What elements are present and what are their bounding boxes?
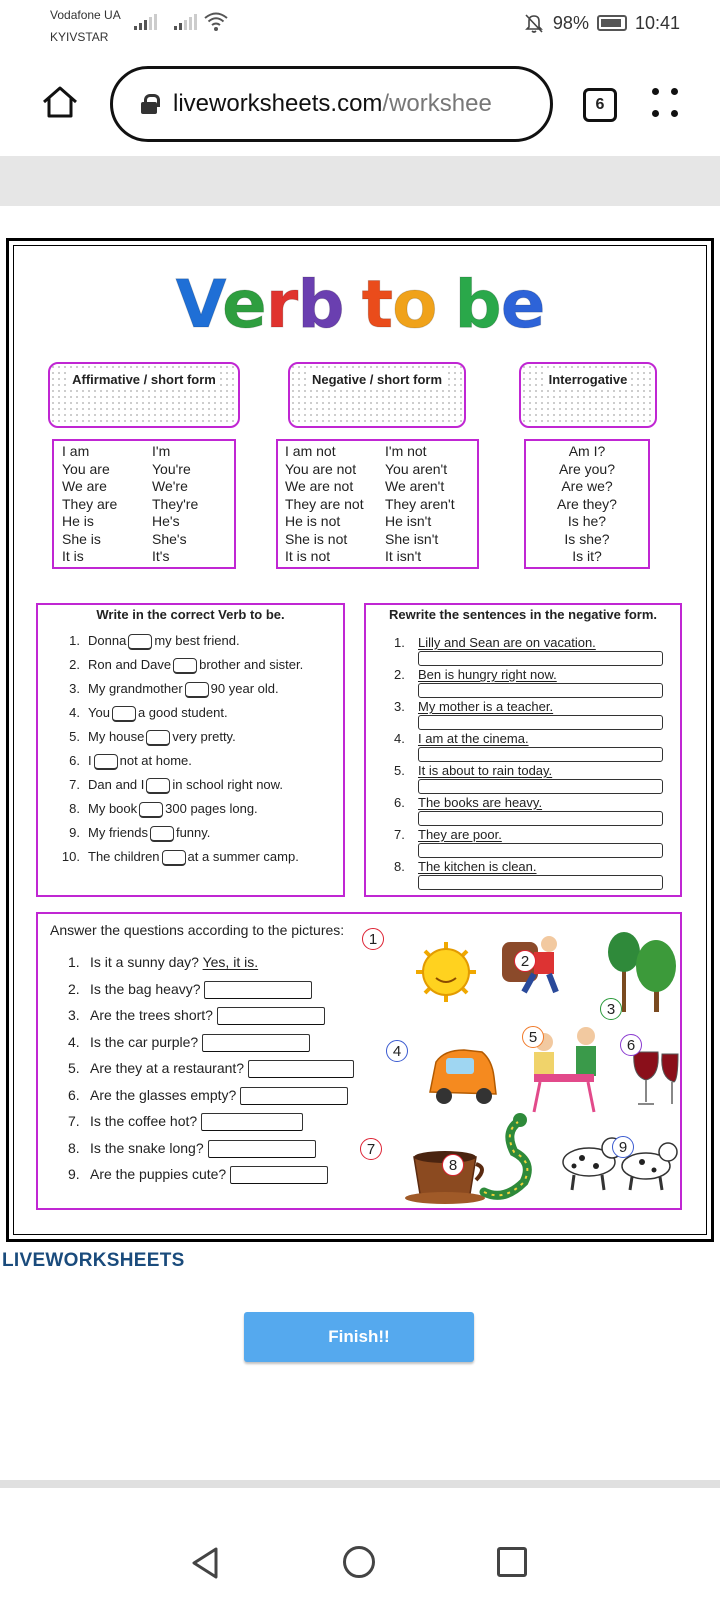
item-number: 5. bbox=[69, 729, 80, 744]
exercise-2-item bbox=[394, 699, 553, 714]
wine-glasses-picture bbox=[634, 1052, 678, 1104]
form-item: I'm not bbox=[385, 443, 427, 459]
affirmative-long-list bbox=[62, 443, 117, 566]
picture-answer-input[interactable] bbox=[202, 1034, 310, 1052]
rewrite-answer-input[interactable] bbox=[418, 715, 663, 730]
form-item: He isn't bbox=[385, 513, 432, 529]
interrogative-header: Interrogative bbox=[519, 362, 657, 428]
form-item: I am bbox=[62, 443, 90, 459]
exercise-1-item bbox=[58, 753, 192, 770]
item-number: 5. bbox=[394, 763, 405, 778]
title-letter: b bbox=[454, 266, 501, 343]
picture-number: 5 bbox=[522, 1026, 544, 1048]
answer-blank[interactable] bbox=[162, 850, 186, 866]
form-item: We are not bbox=[285, 478, 354, 494]
carrier-name-2: KYIVSTAR bbox=[50, 30, 109, 44]
exercise-1-item bbox=[58, 777, 283, 794]
sentence-start: Dan and I bbox=[88, 777, 145, 792]
answer-blank[interactable] bbox=[112, 706, 136, 722]
exercise-2-item bbox=[394, 731, 529, 746]
item-number: 3. bbox=[69, 681, 80, 696]
recent-apps-icon[interactable] bbox=[497, 1547, 527, 1577]
exercise-3-item bbox=[68, 1113, 303, 1131]
answer-blank[interactable] bbox=[173, 658, 197, 674]
battery-percent: 98% bbox=[552, 12, 589, 33]
form-item: They are bbox=[62, 495, 118, 512]
snake-picture bbox=[484, 1113, 527, 1195]
back-icon[interactable] bbox=[190, 1546, 220, 1580]
form-item: It is not bbox=[285, 548, 331, 564]
title-letter: V bbox=[175, 266, 222, 343]
picture-number: 1 bbox=[362, 928, 384, 950]
affirmative-forms bbox=[52, 439, 236, 569]
question: Is the snake long? bbox=[90, 1139, 204, 1156]
sentence-end: 300 pages long. bbox=[165, 801, 258, 816]
picture-number: 2 bbox=[514, 950, 536, 972]
item-number: 6. bbox=[68, 1086, 80, 1103]
question: Is the bag heavy? bbox=[90, 980, 201, 997]
exercise-3-item bbox=[68, 1060, 354, 1078]
picture-number: 8 bbox=[442, 1154, 464, 1176]
form-item: Is he? bbox=[567, 513, 607, 529]
picture-number: 6 bbox=[620, 1034, 642, 1056]
nav-home-icon[interactable] bbox=[343, 1546, 375, 1578]
exercise-1-title: Write in the correct Verb to be. bbox=[96, 607, 285, 622]
sentence-start: My friends bbox=[88, 825, 148, 840]
picture-number: 3 bbox=[600, 998, 622, 1020]
sentence-end: a good student. bbox=[137, 705, 228, 720]
rewrite-answer-input[interactable] bbox=[418, 651, 663, 666]
sentence-start: My grandmother bbox=[88, 681, 183, 696]
url-host: liveworksheets.com bbox=[173, 90, 383, 117]
sentence-start: I bbox=[88, 753, 92, 768]
page-bottom-spacer bbox=[0, 1480, 720, 1488]
sentence-end: brother and sister. bbox=[199, 657, 304, 672]
picture-answer-input[interactable] bbox=[201, 1113, 303, 1131]
home-icon[interactable] bbox=[40, 82, 80, 122]
exercise-2-item bbox=[394, 827, 502, 842]
item-number: 1. bbox=[69, 633, 80, 648]
sentence-end: very pretty. bbox=[172, 729, 236, 744]
affirmative-short-list bbox=[152, 443, 198, 566]
item-number: 7. bbox=[394, 827, 405, 842]
answer-blank[interactable] bbox=[146, 778, 170, 794]
exercise-3-item bbox=[68, 981, 312, 999]
sentence-start: Donna bbox=[88, 633, 127, 648]
menu-icon[interactable] bbox=[652, 88, 678, 118]
title-letter: b bbox=[297, 266, 344, 343]
exercise-1-item bbox=[58, 657, 303, 674]
item-number: 2. bbox=[68, 980, 80, 997]
affirmative-header: Affirmative / short form bbox=[48, 362, 240, 428]
exercise-pictures bbox=[36, 912, 682, 1210]
browser-toolbar bbox=[0, 56, 720, 156]
form-item: They are not bbox=[285, 495, 364, 512]
worksheet-title bbox=[14, 266, 706, 343]
answer-blank[interactable] bbox=[185, 682, 209, 698]
form-item: She is not bbox=[285, 530, 348, 547]
exercise-3-item bbox=[68, 1166, 328, 1184]
tab-switcher-button[interactable]: 6 bbox=[583, 88, 617, 122]
source-sentence: My mother is a teacher. bbox=[418, 699, 554, 714]
form-item: Are we? bbox=[561, 478, 613, 494]
sentence-end: at a summer camp. bbox=[187, 849, 299, 864]
form-item: She isn't bbox=[385, 530, 439, 547]
car-picture bbox=[430, 1050, 496, 1104]
interrogative-list bbox=[526, 443, 648, 566]
exercise-3-item bbox=[68, 1007, 325, 1025]
status-bar bbox=[0, 0, 720, 56]
exercise-2-title: Rewrite the sentences in the negative form. bbox=[388, 607, 658, 622]
form-item: It isn't bbox=[385, 548, 422, 564]
signal-icon-2 bbox=[174, 14, 197, 30]
url-path: /workshee bbox=[382, 90, 492, 117]
exercise-1-item bbox=[58, 729, 236, 746]
sentence-start: Ron and Dave bbox=[88, 657, 172, 672]
carrier-name-1: Vodafone UA bbox=[50, 8, 121, 22]
exercise-3-item bbox=[68, 1034, 310, 1052]
item-number: 10. bbox=[61, 849, 80, 864]
item-number: 4. bbox=[394, 731, 405, 746]
picture-number: 9 bbox=[612, 1136, 634, 1158]
exercise-2-item bbox=[394, 635, 596, 650]
title-letter: t bbox=[361, 266, 393, 343]
question: Are the puppies cute? bbox=[90, 1166, 227, 1182]
item-number: 3. bbox=[394, 699, 405, 714]
item-number: 2. bbox=[69, 657, 80, 672]
form-item: Am I? bbox=[568, 443, 606, 459]
exercise-3-item bbox=[68, 1140, 316, 1158]
battery-icon bbox=[597, 15, 627, 31]
item-number: 8. bbox=[394, 859, 405, 874]
negative-header: Negative / short form bbox=[288, 362, 466, 428]
liveworksheets-logo[interactable]: LIVEWORKSHEETS bbox=[2, 1250, 185, 1271]
form-item: He's bbox=[152, 513, 180, 529]
picture-answer-input[interactable] bbox=[208, 1140, 316, 1158]
form-item: They're bbox=[152, 495, 199, 512]
rewrite-answer-input[interactable] bbox=[418, 811, 663, 826]
negative-short-list bbox=[385, 443, 455, 566]
rewrite-answer-input[interactable] bbox=[418, 875, 663, 890]
signal-icon-1 bbox=[134, 14, 157, 30]
answer-blank[interactable] bbox=[150, 826, 174, 842]
form-item: We are bbox=[62, 478, 107, 494]
exercise-1-item bbox=[58, 705, 228, 722]
sentence-end: in school right now. bbox=[172, 777, 283, 792]
form-item: He is not bbox=[285, 513, 341, 529]
form-item: You are not bbox=[285, 460, 357, 477]
rewrite-answer-input[interactable] bbox=[418, 779, 663, 794]
sun-picture bbox=[416, 942, 476, 1002]
source-sentence: Lilly and Sean are on vacation. bbox=[418, 635, 596, 650]
source-sentence: The kitchen is clean. bbox=[418, 859, 537, 874]
picture-answer-input[interactable] bbox=[248, 1060, 354, 1078]
exercise-2-item bbox=[394, 795, 542, 810]
title-letter: e bbox=[500, 266, 545, 343]
sentence-end: 90 year old. bbox=[210, 681, 279, 696]
form-item: Are they? bbox=[557, 495, 617, 512]
form-item: You are bbox=[62, 460, 110, 477]
form-item: We're bbox=[152, 478, 188, 494]
form-item: It is bbox=[62, 548, 84, 564]
source-sentence: The books are heavy. bbox=[418, 795, 543, 810]
item-number: 4. bbox=[69, 705, 80, 720]
sentence-end: not at home. bbox=[119, 753, 192, 768]
sentence-end: my best friend. bbox=[154, 633, 240, 648]
title-letter: r bbox=[265, 266, 298, 343]
form-item: They aren't bbox=[385, 495, 455, 512]
question: Are they at a restaurant? bbox=[90, 1060, 245, 1076]
exercise-2-item bbox=[394, 859, 537, 874]
picture-number: 4 bbox=[386, 1040, 408, 1062]
exercise-2-item bbox=[394, 667, 557, 682]
negative-forms bbox=[276, 439, 479, 569]
page-top-spacer bbox=[0, 156, 720, 206]
item-number: 3. bbox=[68, 1007, 80, 1023]
source-sentence: I am at the cinema. bbox=[418, 731, 529, 746]
item-number: 5. bbox=[68, 1060, 80, 1076]
exercise-1-item bbox=[58, 801, 258, 818]
exercise-1-item bbox=[58, 849, 299, 866]
form-item: You aren't bbox=[385, 460, 448, 477]
rewrite-answer-input[interactable] bbox=[418, 683, 663, 698]
question: Is the car purple? bbox=[90, 1033, 199, 1050]
exercise-1-item bbox=[58, 681, 279, 698]
exercise-2-item bbox=[394, 763, 552, 778]
form-item: You're bbox=[152, 460, 191, 477]
exercise-1-item bbox=[58, 825, 210, 842]
item-number: 9. bbox=[68, 1166, 80, 1182]
item-number: 1. bbox=[68, 954, 80, 970]
item-number: 7. bbox=[69, 777, 80, 792]
interrogative-forms bbox=[524, 439, 650, 569]
question: Is it a sunny day? bbox=[90, 954, 199, 970]
exercise-1-item bbox=[58, 633, 240, 650]
exercise-negative-form bbox=[364, 603, 682, 897]
form-item: Is she? bbox=[564, 530, 610, 547]
rewrite-answer-input[interactable] bbox=[418, 843, 663, 858]
item-number: 8. bbox=[68, 1139, 80, 1156]
picture-answer-input[interactable] bbox=[204, 981, 312, 999]
sample-answer: Yes, it is. bbox=[202, 954, 259, 970]
item-number: 2. bbox=[394, 667, 405, 682]
sentence-end: funny. bbox=[175, 825, 211, 840]
picture-answer-input[interactable] bbox=[217, 1007, 325, 1025]
worksheet bbox=[6, 238, 714, 1242]
form-item: She's bbox=[152, 530, 187, 547]
sentence-start: The children bbox=[88, 849, 160, 864]
answer-blank[interactable] bbox=[146, 730, 170, 746]
item-number: 6. bbox=[394, 795, 405, 810]
form-item: She is bbox=[62, 530, 101, 547]
source-sentence: Ben is hungry right now. bbox=[418, 667, 557, 682]
title-letter: e bbox=[221, 266, 266, 343]
system-nav-bar bbox=[0, 1516, 720, 1600]
form-item: He is bbox=[62, 513, 94, 529]
sentence-start: My house bbox=[88, 729, 145, 744]
source-sentence: It is about to rain today. bbox=[418, 763, 553, 778]
item-number: 6. bbox=[69, 753, 80, 768]
status-right bbox=[523, 12, 680, 34]
clock: 10:41 bbox=[634, 12, 680, 33]
answer-blank[interactable] bbox=[139, 802, 163, 818]
form-item: Is it? bbox=[572, 548, 602, 564]
item-number: 7. bbox=[68, 1113, 80, 1129]
item-number: 4. bbox=[68, 1033, 80, 1050]
item-number: 1. bbox=[394, 635, 405, 650]
exercise-3-item bbox=[68, 1087, 348, 1105]
form-item: It's bbox=[152, 548, 170, 564]
bell-off-icon bbox=[523, 12, 545, 34]
wifi-icon bbox=[204, 12, 228, 32]
sentence-start: You bbox=[88, 705, 110, 720]
answer-blank[interactable] bbox=[128, 634, 152, 650]
pictures-panel bbox=[384, 932, 680, 1206]
sentence-start: My book bbox=[88, 801, 138, 816]
negative-long-list bbox=[285, 443, 364, 566]
finish-button[interactable]: Finish!! bbox=[244, 1312, 474, 1362]
title-letter: o bbox=[392, 266, 437, 343]
form-item: I am not bbox=[285, 443, 336, 459]
item-number: 8. bbox=[69, 801, 80, 816]
question: Are the glasses empty? bbox=[90, 1086, 237, 1103]
form-item: We aren't bbox=[385, 478, 445, 494]
picture-answer-input[interactable] bbox=[240, 1087, 348, 1105]
question: Is the coffee hot? bbox=[90, 1113, 198, 1129]
lock-icon bbox=[141, 94, 157, 114]
url-bar[interactable] bbox=[110, 66, 553, 142]
exercise-3-title: Answer the questions according to the pictures: bbox=[50, 922, 345, 938]
item-number: 9. bbox=[69, 825, 80, 840]
rewrite-answer-input[interactable] bbox=[418, 747, 663, 762]
form-item: Are you? bbox=[558, 460, 616, 477]
exercise-verb-to-be bbox=[36, 603, 345, 897]
question: Are the trees short? bbox=[90, 1007, 213, 1023]
exercise-3-item bbox=[68, 954, 258, 970]
picture-number: 7 bbox=[360, 1138, 382, 1160]
form-item: I'm bbox=[152, 443, 171, 459]
source-sentence: They are poor. bbox=[418, 827, 502, 842]
answer-blank[interactable] bbox=[94, 754, 118, 770]
picture-answer-input[interactable] bbox=[230, 1166, 328, 1184]
